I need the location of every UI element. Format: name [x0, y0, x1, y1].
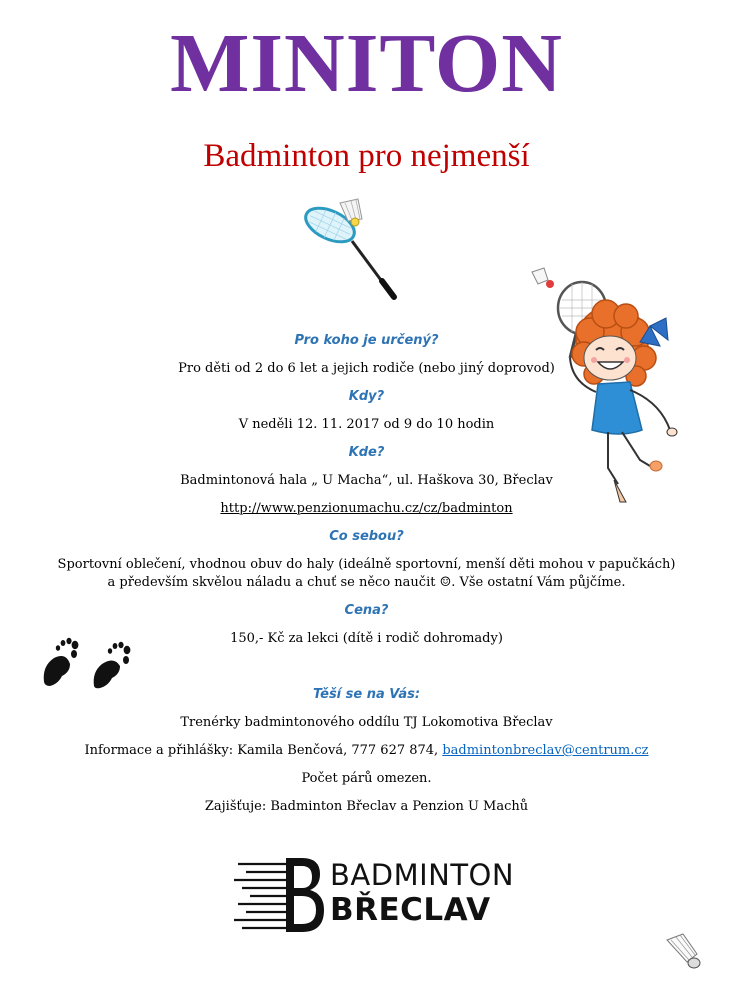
price-heading: Cena? [344, 603, 389, 618]
bring-heading: Co sebou? [329, 529, 404, 544]
when-text: V neděli 12. 11. 2017 od 9 do 10 hodin [238, 417, 495, 432]
footprints-icon [40, 636, 135, 691]
logo-line-2: BŘECLAV [330, 892, 491, 928]
email-link[interactable]: badmintonbreclav@centrum.cz [442, 743, 649, 758]
pairs-text: Počet párů omezen. [301, 771, 432, 786]
page-subtitle: Badminton pro nejmenší [203, 138, 530, 174]
badminton-breclav-logo [232, 848, 515, 938]
logo-line-1: BADMINTON [330, 858, 515, 892]
bring-line-2: a především skvělou náladu a chuť se něco naučit ☺. Vše ostatní Vám půjčíme. [107, 575, 626, 590]
price-text: 150,- Kč za lekci (dítě i rodič dohromady) [230, 631, 503, 646]
website-link[interactable]: http://www.penzionumachu.cz/cz/badminton [220, 501, 513, 516]
coaches-text: Trenérky badmintonového oddílu TJ Lokomotiva Břeclav [180, 715, 553, 730]
where-text: Badmintonová hala „ U Macha“, ul. Haškova 30, Břeclav [180, 473, 553, 488]
shuttlecock-icon [663, 932, 703, 974]
closing-heading: Těší se na Vás: [312, 687, 421, 702]
who-text: Pro děti od 2 do 6 let a jejich rodiče (nebo jiný doprovod) [178, 361, 555, 376]
when-heading: Kdy? [348, 389, 385, 404]
page-title: MINITON [170, 17, 563, 110]
contact-info-prefix: Informace a přihlášky: Kamila Benčová, 777 627 874, [84, 743, 443, 758]
organizer-text: Zajišťuje: Badminton Břeclav a Penzion U Machů [204, 799, 529, 814]
where-heading: Kde? [348, 445, 385, 460]
contact-info [0, 742, 733, 760]
badminton-b-mark-icon [232, 852, 328, 936]
racket-shuttle-icon [300, 195, 405, 305]
bring-line-1: Sportovní oblečení, vhodnou obuv do haly (ideálně sportovní, menší děti mohou v papučkách) [57, 557, 676, 572]
who-heading: Pro koho je určený? [294, 333, 439, 348]
